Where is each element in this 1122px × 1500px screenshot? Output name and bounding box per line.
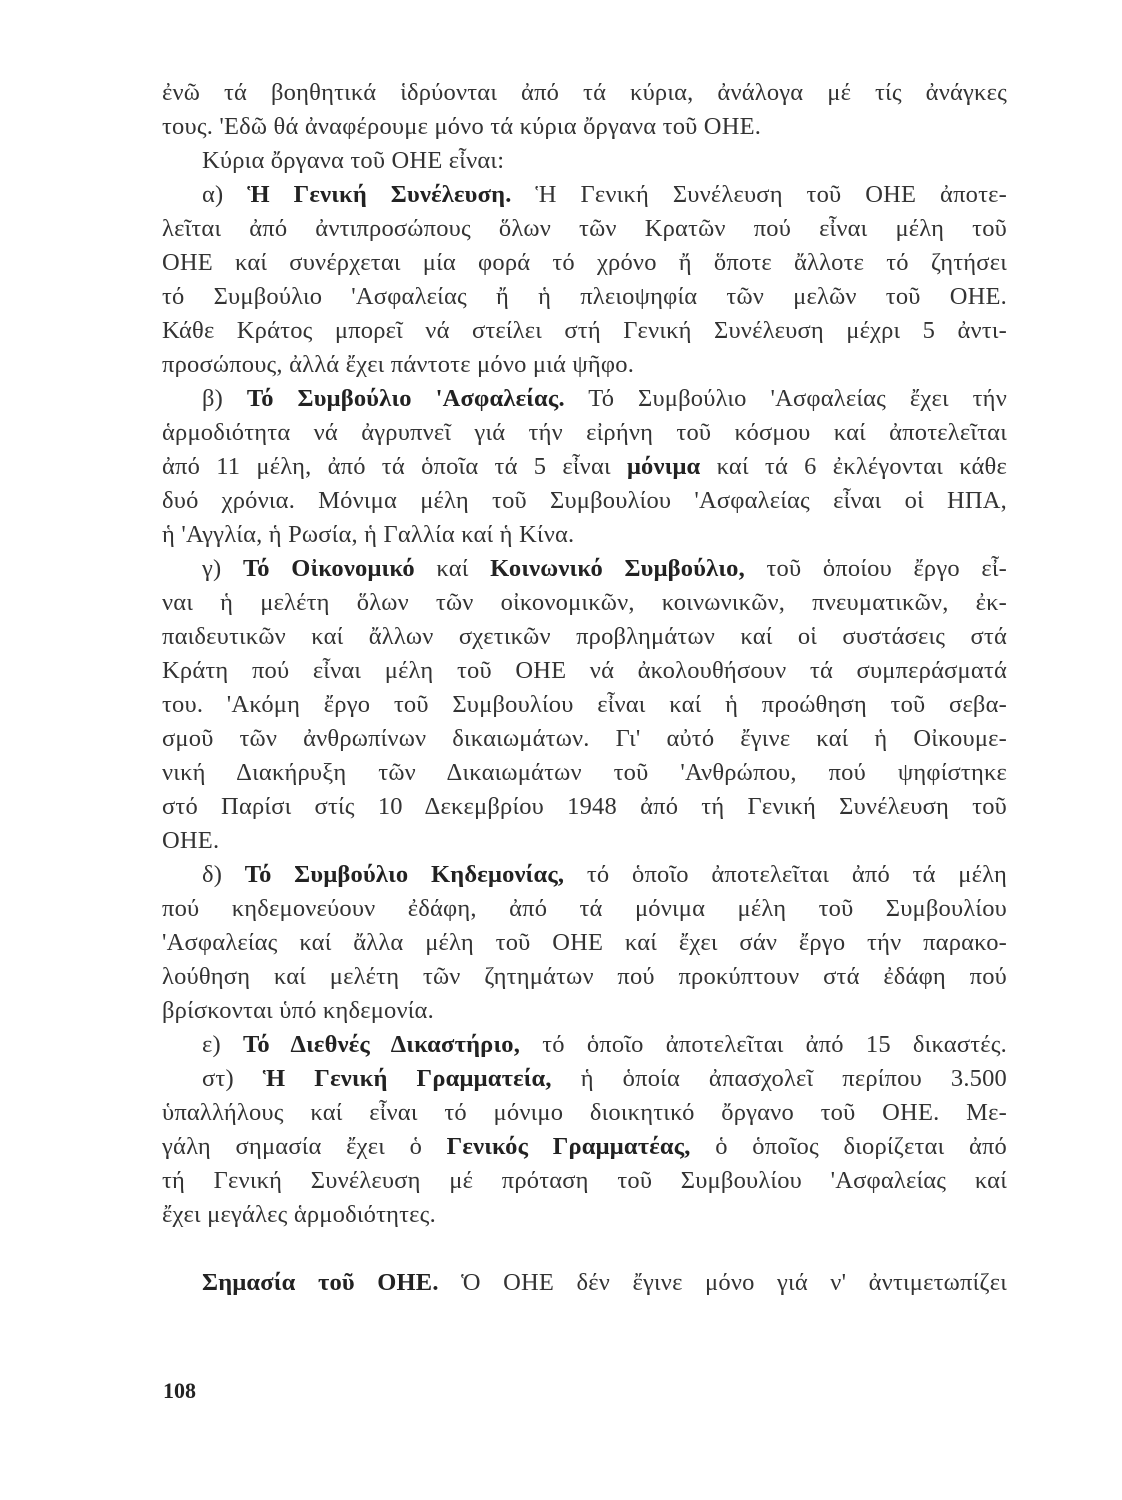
text-run: καί — [414, 555, 491, 582]
bold-text: Τό Συμβούλιο 'Ασφαλείας. — [246, 385, 565, 412]
text-run: ὁ ὁποῖος διορίζεται ἀπό — [690, 1133, 1008, 1160]
text-run: γάλη σημασία ἔχει ὁ — [162, 1133, 447, 1160]
bold-text: Σημασία τοῦ ΟΗΕ. — [202, 1269, 439, 1296]
text-run: ἔχει μεγάλες ἁρμοδιότητες. — [162, 1201, 436, 1228]
bold-text: Τό Οἰκονομικό — [242, 555, 415, 582]
text-run: τό Συμβούλιο 'Ασφαλείας ἤ ἡ πλειοψηφία τῶν μελῶν τοῦ ΟΗΕ. — [162, 283, 1007, 310]
text-run: ναι ἡ μελέτη ὅλων τῶν οἰκονομικῶν, κοινωνικῶν, πνευματικῶν, ἐκ- — [162, 589, 1007, 616]
text-run: ὑπαλλήλους καί εἶναι τό μόνιμο διοικητικό ὄργανο τοῦ ΟΗΕ. Με- — [162, 1099, 1007, 1126]
text-line — [162, 858, 1007, 892]
text-run: σμοῦ τῶν ἀνθρωπίνων δικαιωμάτων. Γι' αὐτό ἔγινε καί ἡ Οἰκουμε- — [162, 725, 1007, 752]
text-run: 'Ασφαλείας καί ἄλλα μέλη τοῦ ΟΗΕ καί ἔχει σάν ἔργο τήν παρακο- — [162, 929, 1007, 956]
text-line — [162, 484, 1007, 518]
text-run: δυό χρόνια. Μόνιμα μέλη τοῦ Συμβουλίου 'Ασφαλείας εἶναι οἱ ΗΠΑ, — [162, 487, 1007, 514]
text-line — [162, 994, 1007, 1028]
bold-text: Γενικός Γραμματέας, — [446, 1133, 691, 1160]
text-line — [162, 1130, 1007, 1164]
text-line — [162, 620, 1007, 654]
text-line — [162, 314, 1007, 348]
bold-text: μόνιμα — [626, 453, 701, 480]
text-line — [162, 382, 1007, 416]
text-run: ἁρμοδιότητα νά ἀγρυπνεῖ γιά τήν εἰρήνη τοῦ κόσμου καί ἀποτελεῖται — [162, 419, 1007, 446]
text-run: ἡ 'Αγγλία, ἡ Ρωσία, ἡ Γαλλία καί ἡ Κίνα. — [162, 521, 575, 548]
text-run: τό ὁποῖο ἀποτελεῖται ἀπό 15 δικαστές. — [520, 1031, 1007, 1058]
text-run: ΟΗΕ. — [162, 827, 220, 854]
text-run: βρίσκονται ὑπό κηδεμονία. — [162, 997, 434, 1024]
text-run: ΟΗΕ καί συνέρχεται μία φορά τό χρόνο ἤ ὅποτε ἄλλοτε τό ζητήσει — [162, 249, 1007, 276]
text-line — [162, 246, 1007, 280]
text-run: α) — [202, 181, 248, 208]
text-run: Ὁ ΟΗΕ δέν ἔγινε μόνο γιά ν' ἀντιμετωπίζει — [438, 1269, 1007, 1296]
text-line — [162, 654, 1007, 688]
text-line — [162, 926, 1007, 960]
text-run: β) — [202, 385, 247, 412]
text-run: πού κηδεμονεύουν ἐδάφη, ἀπό τά μόνιμα μέλη τοῦ Συμβουλίου — [162, 895, 1007, 922]
text-line — [162, 586, 1007, 620]
bold-text: Κοινωνικό Συμβούλιο, — [490, 555, 745, 582]
text-line — [162, 280, 1007, 314]
text-line — [162, 1096, 1007, 1130]
text-run: τους. 'Εδῶ θά ἀναφέρουμε μόνο τά κύρια ὄργανα τοῦ ΟΗΕ. — [162, 113, 762, 140]
text-line — [162, 416, 1007, 450]
text-line — [162, 824, 1007, 858]
bold-text: Ἡ Γενική Γραμματεία, — [262, 1065, 552, 1092]
text-run: ε) — [202, 1031, 243, 1058]
text-line — [162, 1266, 1007, 1300]
text-run: δ) — [202, 861, 245, 888]
text-line — [162, 790, 1007, 824]
text-line — [162, 688, 1007, 722]
text-line — [162, 892, 1007, 926]
text-line — [162, 756, 1007, 790]
text-run: λούθηση καί μελέτη τῶν ζητημάτων πού προκύπτουν στά ἐδάφη πού — [162, 963, 1007, 990]
text-line — [162, 450, 1007, 484]
text-line — [162, 552, 1007, 586]
text-run: νική Διακήρυξη τῶν Δικαιωμάτων τοῦ 'Ανθρώπου, πού ψηφίστηκε — [162, 759, 1007, 786]
text-run: προσώπους, ἀλλά ἔχει πάντοτε μόνο μιά ψῆφο. — [162, 351, 635, 378]
text-run: ἐνῶ τά βοηθητικά ἱδρύονται ἀπό τά κύρια, ἀνάλογα μέ τίς ἀνάγκες — [162, 79, 1007, 106]
paragraph-gap — [162, 1232, 1007, 1266]
text-run: στ) — [202, 1065, 263, 1092]
text-run: Κράτη πού εἶναι μέλη τοῦ ΟΗΕ νά ἀκολουθήσουν τά συμπεράσματά — [162, 657, 1007, 684]
text-line — [162, 110, 1007, 144]
text-line — [162, 348, 1007, 382]
text-run: λεῖται ἀπό ἀντιπροσώπους ὅλων τῶν Κρατῶν πού εἶναι μέλη τοῦ — [162, 215, 1007, 242]
text-line — [162, 212, 1007, 246]
text-run: τή Γενική Συνέλευση μέ πρόταση τοῦ Συμβουλίου 'Ασφαλείας καί — [162, 1167, 1007, 1194]
text-run: Κάθε Κράτος μπορεῖ νά στείλει στή Γενική Συνέλευση μέχρι 5 ἀντι- — [162, 317, 1007, 344]
bold-text: Ἡ Γενική Συνέλευση. — [247, 181, 512, 208]
text-line — [162, 178, 1007, 212]
text-line — [162, 960, 1007, 994]
text-run: Κύρια ὄργανα τοῦ ΟΗΕ εἶναι: — [202, 147, 505, 174]
bold-text: Τό Συμβούλιο Κηδεμονίας, — [244, 861, 565, 888]
text-line — [162, 144, 1007, 178]
text-line — [162, 1028, 1007, 1062]
text-line — [162, 518, 1007, 552]
page-body — [162, 76, 1007, 1300]
text-line — [162, 1198, 1007, 1232]
bold-text: Τό Διεθνές Δικαστήριο, — [243, 1031, 521, 1058]
text-line — [162, 76, 1007, 110]
text-run: παιδευτικῶν καί ἄλλων σχετικῶν προβλημάτων καί οἱ συστάσεις στά — [162, 623, 1007, 650]
text-run: καί τά 6 ἐκλέγονται κάθε — [700, 453, 1007, 480]
text-run: Ἡ Γενική Συνέλευση τοῦ ΟΗΕ ἀποτε- — [511, 181, 1007, 208]
text-line — [162, 1164, 1007, 1198]
text-run: γ) — [202, 555, 243, 582]
text-run: του. 'Ακόμη ἔργο τοῦ Συμβουλίου εἶναι καί ἡ προώθηση τοῦ σεβα- — [162, 691, 1007, 718]
text-run: ἀπό 11 μέλη, ἀπό τά ὁποῖα τά 5 εἶναι — [162, 453, 627, 480]
text-run: τό ὁποῖο ἀποτελεῖται ἀπό τά μέλη — [564, 861, 1007, 888]
text-line — [162, 1062, 1007, 1096]
page-number: 108 — [163, 1378, 196, 1403]
text-run: ἡ ὁποία ἀπασχολεῖ περίπου 3.500 — [551, 1065, 1007, 1092]
text-run: τοῦ ὁποίου ἔργο εἶ- — [744, 555, 1008, 582]
text-run: στό Παρίσι στίς 10 Δεκεμβρίου 1948 ἀπό τή Γενική Συνέλευση τοῦ — [162, 793, 1007, 820]
text-line — [162, 722, 1007, 756]
text-run: Τό Συμβούλιο 'Ασφαλείας ἔχει τήν — [564, 385, 1007, 412]
